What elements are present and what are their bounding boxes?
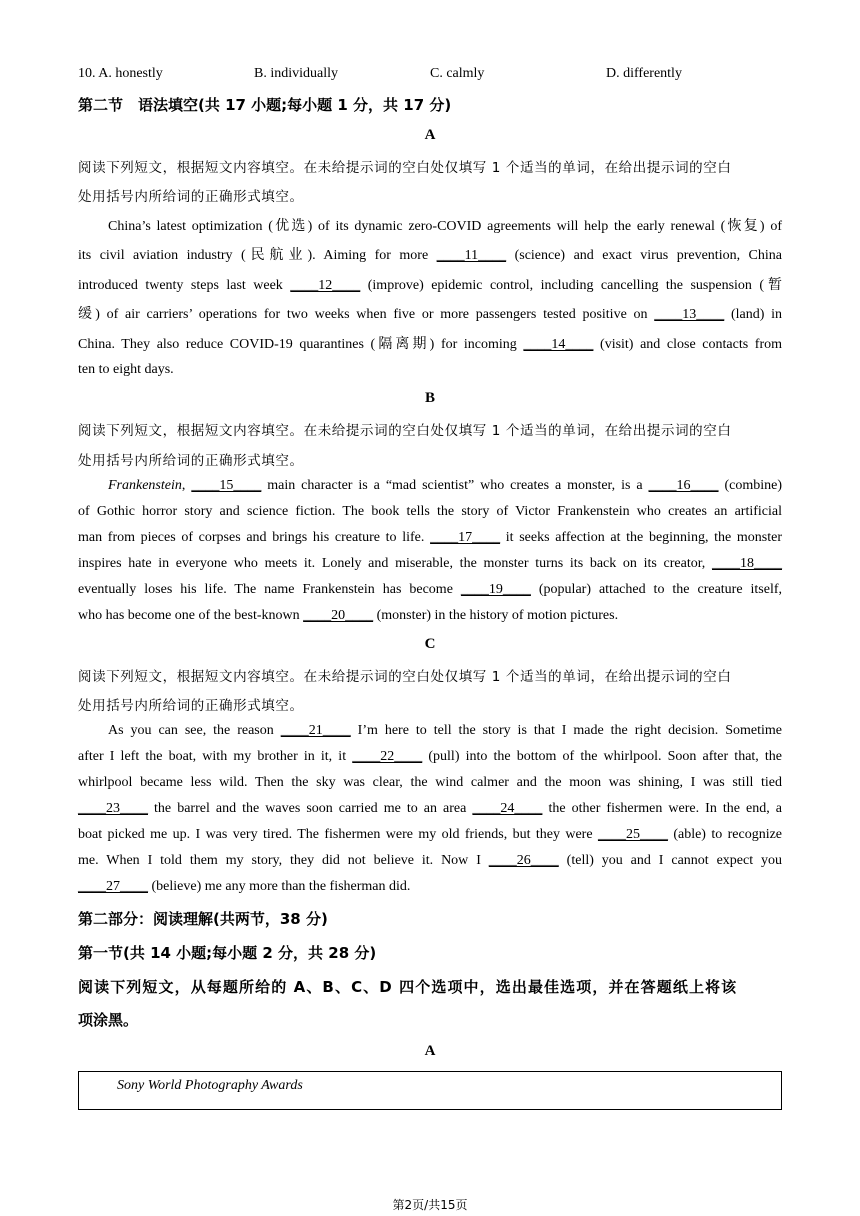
part2-section1-title: 第一节(共 14 小题;每小题 2 分，共 28 分): [78, 944, 377, 962]
passage-c-line5: boat picked me up. I was very tired. The fishermen were my old friends, but they were ____25____ (able) to recognize: [78, 827, 783, 842]
option-b: B. individually: [254, 66, 338, 81]
passage-a-label: A: [424, 127, 436, 143]
blank-24[interactable]: ____24____: [472, 801, 543, 816]
passage-b-line2: of Gothic horror story and science fiction. The book tells the story of Victor Frankenstein who creates an artificial: [78, 504, 782, 519]
option-d: D. differently: [606, 66, 682, 81]
instruction-c-line1: 阅读下列短文，根据短文内容填空。在未给提示词的空白处仅填写 1 个适当的单词，在给出提示词的空白: [78, 669, 732, 685]
instruction-a-line1: 阅读下列短文，根据短文内容填空。在未给提示词的空白处仅填写 1 个适当的单词，在给出提示词的空白: [78, 160, 732, 176]
passage-a-line2: its civil aviation industry (民航业). Aiming for more ____11____ (science) and exact virus prevention, China: [78, 248, 782, 263]
passage-c-line2: after I left the boat, with my brother in it, it ____22____ (pull) into the bottom of the whirlpool. Soon after that, the: [78, 749, 783, 764]
reading-instruction-line1: 阅读下列短文，从每题所给的 A、B、C、D 四个选项中，选出最佳选项，并在答题纸上将该: [78, 978, 738, 996]
blank-16[interactable]: ____16____: [648, 478, 719, 493]
passage-a-line6: ten to eight days.: [78, 362, 174, 377]
passage-b-line3: man from pieces of corpses and brings his creature to life. ____17____ it seeks affection at the beginning, the monster: [78, 530, 783, 545]
blank-14[interactable]: ____14____: [523, 337, 594, 352]
passage-c-line4: ____23____ the barrel and the waves soon carried me to an area ____24____ the other fishermen were. In the end, a: [78, 801, 783, 816]
passage-c-line3: whirlpool became less wild. Then the sky was clear, the wind calmer and the moon was shining, I was still tied: [78, 775, 782, 790]
blank-17[interactable]: ____17____: [430, 530, 501, 545]
passage-a-line5: China. They also reduce COVID-19 quarantines (隔离期) for incoming ____14____ (visit) and close contacts from: [78, 337, 783, 352]
passage-b-label: B: [424, 390, 435, 406]
passage-b-line1: Frankenstein, ____15____ main character is a “mad scientist” who creates a monster, is a ____16____ (combine): [108, 478, 782, 493]
blank-11[interactable]: ____11____: [436, 248, 507, 263]
blank-18[interactable]: ____18____: [712, 556, 782, 571]
blank-15[interactable]: ____15____: [191, 478, 262, 493]
passage-b-line6: who has become one of the best-known ____20____ (monster) in the history of motion pictures.: [78, 608, 619, 623]
passage-b-line4: inspires hate in everyone who meets it. Lonely and miserable, the monster turns its back on its creator, ____18____: [78, 556, 782, 571]
section2-title: 第二节 语法填空(共 17 小题;每小题 1 分，共 17 分): [78, 96, 452, 114]
passage-c-label: C: [424, 636, 436, 652]
question-10-options: [78, 66, 778, 84]
blank-21[interactable]: ____21____: [280, 723, 351, 738]
passage-b-line5: eventually loses his life. The name Frankenstein has become ____19____ (popular) attached to the creature itself,: [78, 582, 783, 597]
passage-a-line1: China’s latest optimization (优选) of its dynamic zero-COVID agreements will help the early renewal (恢复) of: [108, 219, 782, 234]
part2-title: 第二部分：阅读理解(共两节，38 分): [78, 910, 328, 928]
blank-20[interactable]: ____20____: [303, 608, 374, 623]
reading-instruction-line2: 项涂黑。: [78, 1011, 139, 1029]
blank-27[interactable]: ____27____: [78, 879, 148, 894]
instruction-c-line2: 处用括号内所给词的正确形式填空。: [78, 698, 304, 714]
instruction-b-line1: 阅读下列短文，根据短文内容填空。在未给提示词的空白处仅填写 1 个适当的单词，在给出提示词的空白: [78, 423, 732, 439]
passage-c-line6: me. When I told them my story, they did not believe it. Now I ____26____ (tell) you and I cannot expect you: [78, 853, 783, 868]
blank-19[interactable]: ____19____: [460, 582, 531, 597]
passage-title-box: [78, 1071, 782, 1110]
option-c: C. calmly: [430, 66, 485, 81]
option-a: 10. A. honestly: [78, 66, 163, 81]
passage-a-line3: introduced twenty steps last week ____12____ (improve) epidemic control, including cancelling the suspension (暂: [78, 278, 783, 293]
blank-22[interactable]: ____22____: [352, 749, 423, 764]
blank-12[interactable]: ____12____: [290, 278, 361, 293]
box-title: Sony World Photography Awards: [117, 1078, 303, 1093]
blank-23[interactable]: ____23____: [78, 801, 148, 816]
blank-26[interactable]: ____26____: [488, 853, 559, 868]
blank-25[interactable]: ____25____: [597, 827, 668, 842]
instruction-b-line2: 处用括号内所给词的正确形式填空。: [78, 453, 304, 469]
blank-13[interactable]: ____13____: [654, 307, 725, 322]
reading-a-label: A: [424, 1043, 436, 1059]
instruction-a-line2: 处用括号内所给词的正确形式填空。: [78, 189, 304, 205]
page-number: 第2页/共15页: [392, 1198, 468, 1212]
passage-c-line7: ____27____ (believe) me any more than the fisherman did.: [78, 879, 411, 894]
passage-a-line4: 缓) of air carriers’ operations for two weeks when five or more passengers tested positive on ____13____ (land) in: [78, 307, 783, 322]
passage-c-line1: As you can see, the reason ____21____ I’m here to tell the story is that I made the right decision. Sometime: [108, 723, 782, 738]
